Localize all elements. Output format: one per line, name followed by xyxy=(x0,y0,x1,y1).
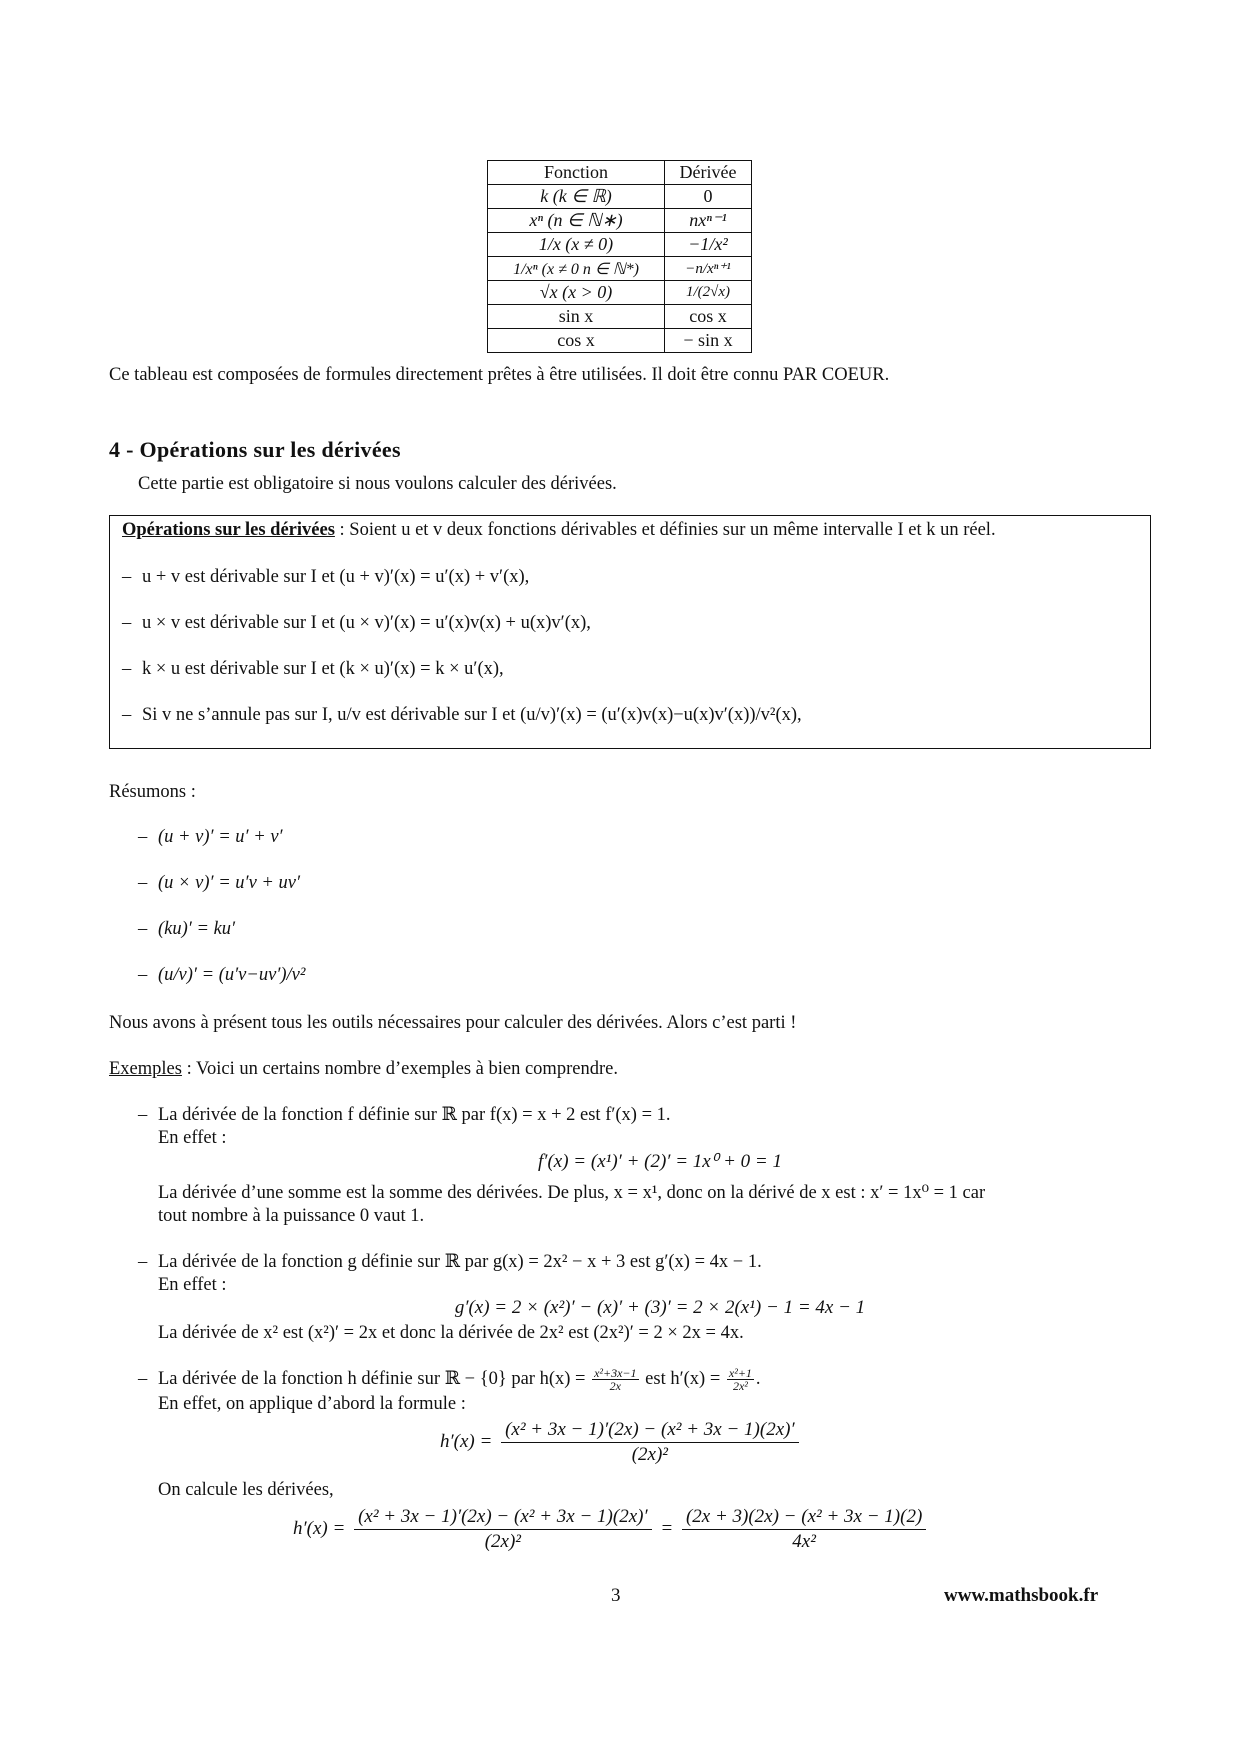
box-item: Si v ne s’annule pas sur I, u/v est dérivable sur I et (u/v)′(x) = (u′(x)v(x)−u(x)v′(x))/v²(x), xyxy=(142,705,802,725)
table-cell: 0 xyxy=(665,185,752,209)
table-row xyxy=(488,281,752,305)
list-item: – (u/v)′ = (u′v−uv′)/v² xyxy=(138,965,306,985)
list-item: – u + v est dérivable sur I et (u + v)′(x) = u′(x) + v′(x), xyxy=(122,567,530,587)
formula-lhs: h′(x) = xyxy=(440,1430,493,1452)
table-cell: xⁿ (n ∈ ℕ∗) xyxy=(488,209,665,233)
example2-effet: En effet : xyxy=(158,1275,227,1295)
example2-comment: La dérivée de x² est (x²)′ = 2x et donc la dérivée de 2x² est (2x²)′ = 2 × 2x = 4x. xyxy=(158,1323,744,1343)
example2-line: La dérivée de la fonction g définie sur ℝ par g(x) = 2x² − x + 3 est g′(x) = 4x − 1. xyxy=(158,1252,762,1272)
box-item: u × v est dérivable sur I et (u × v)′(x) = u′(x)v(x) + u(x)v′(x), xyxy=(142,613,591,633)
list-item: – (u × v)′ = u′v + uv′ xyxy=(138,873,301,893)
table-cell: − sin x xyxy=(665,329,752,353)
box-item: k × u est dérivable sur I et (k × u)′(x) = k × u′(x), xyxy=(142,659,504,679)
exemples-label: Exemples xyxy=(109,1059,182,1079)
formula-fraction: $\frac{\text{(2x + 3)(2x) − (x² + 3x − 1)(2)}}{\text{4x²}}$ xyxy=(682,1505,926,1554)
table-cell: 1/xⁿ (x ≠ 0 n ∈ ℕ*) xyxy=(488,257,665,281)
table-row xyxy=(488,329,752,353)
exemples-line xyxy=(109,1058,618,1080)
example3-line: est h′(x) = xyxy=(645,1368,721,1389)
formula-fraction: $\frac{\text{(x² + 3x − 1)′(2x) − (x² + 3x − 1)(2x)′}}{\text{(2x)²}}$ xyxy=(354,1505,652,1554)
table-cell: √x (x > 0) xyxy=(488,281,665,305)
list-item: – (ku)′ = ku′ xyxy=(138,919,236,939)
table-row xyxy=(488,185,752,209)
table-row xyxy=(488,209,752,233)
resume-item: (u + v)′ = u′ + v′ xyxy=(158,827,283,847)
example3-line: La dérivée de la fonction h définie sur ℝ − {0} par h(x) = xyxy=(158,1368,586,1389)
exemples-rest: : Voici un certains nombre d’exemples à bien comprendre. xyxy=(181,1059,618,1079)
example3-effet: En effet, on applique d’abord la formule : xyxy=(158,1394,466,1414)
box-heading-line xyxy=(122,519,996,541)
box-item: u + v est dérivable sur I et (u + v)′(x) = u′(x) + v′(x), xyxy=(142,567,530,587)
table-cell: sin x xyxy=(488,305,665,329)
table-cell: 1/(2√x) xyxy=(665,281,752,305)
table-note: Ce tableau est composées de formules directement prêtes à être utilisées. Il doit être connu PAR COEUR. xyxy=(109,365,890,385)
box-heading: Opérations sur les dérivées xyxy=(122,520,335,540)
page-number: 3 xyxy=(611,1585,621,1606)
list-item: – La dérivée de la fonction h définie sur ℝ − {0} par h(x) = $\frac{\text{x²+3x−1}}{2x}$ est h′(x) = $\frac{\text{x²+1}}{\text{2x²}}$ . xyxy=(138,1366,761,1393)
example3-calc: On calcule les dérivées, xyxy=(158,1480,334,1500)
table-cell: nxⁿ⁻¹ xyxy=(665,209,752,233)
table-header-cell: Fonction xyxy=(488,161,665,185)
resume-item: (u/v)′ = (u′v−uv′)/v² xyxy=(158,965,306,985)
example2-formula: g′(x) = 2 × (x²)′ − (x)′ + (3)′ = 2 × 2(x¹) − 1 = 4x − 1 xyxy=(454,1297,866,1318)
list-item: – La dérivée de la fonction g définie sur ℝ par g(x) = 2x² − x + 3 est g′(x) = 4x − 1. xyxy=(138,1252,762,1272)
list-item: – u × v est dérivable sur I et (u × v)′(x) = u′(x)v(x) + u(x)v′(x), xyxy=(122,613,591,633)
section-title: 4 - Opérations sur les dérivées xyxy=(109,437,401,462)
example3-fraction: $\frac{\text{x²+3x−1}}{2x}$ xyxy=(594,1366,637,1393)
example1-comment: La dérivée d’une somme est la somme des dérivées. De plus, x = x¹, donc on la dérivé de x est : x′ = 1x⁰ = 1 car xyxy=(158,1183,986,1203)
example3-formula: h′(x) = $\frac{\text{(x² + 3x − 1)′(2x) − (x² + 3x − 1)(2x)′}}{\text{(2x)²}}$ = $\frac{\text{(2x + 3)(2x) − (x² + 3x − 1)(2)}}{\text{4x²}}$ xyxy=(293,1505,930,1554)
table-cell: 1/x (x ≠ 0) xyxy=(488,233,665,257)
section-intro: Cette partie est obligatoire si nous voulons calculer des dérivées. xyxy=(138,474,617,494)
table-row xyxy=(488,305,752,329)
example1-comment: tout nombre à la puissance 0 vaut 1. xyxy=(158,1206,425,1226)
example1-formula: f′(x) = (x¹)′ + (2)′ = 1x⁰ + 0 = 1 xyxy=(538,1151,782,1172)
list-item: – k × u est dérivable sur I et (k × u)′(x) = k × u′(x), xyxy=(122,659,504,679)
list-item: – La dérivée de la fonction f définie sur ℝ par f(x) = x + 2 est f′(x) = 1. xyxy=(138,1105,671,1125)
table-cell: cos x xyxy=(665,305,752,329)
formula-fraction: $\frac{\text{(x² + 3x − 1)′(2x) − (x² + 3x − 1)(2x)′}}{\text{(2x)²}}$ xyxy=(501,1418,799,1467)
table-cell: cos x xyxy=(488,329,665,353)
resume-item: (ku)′ = ku′ xyxy=(158,919,236,939)
table-row xyxy=(488,233,752,257)
example1-effet: En effet : xyxy=(158,1128,227,1148)
table-header-row xyxy=(488,161,752,185)
resume-item: (u × v)′ = u′v + uv′ xyxy=(158,873,301,893)
list-item: – (u + v)′ = u′ + v′ xyxy=(138,827,283,847)
list-item: – Si v ne s’annule pas sur I, u/v est dérivable sur I et (u/v)′(x) = (u′(x)v(x)−u(x)v′(x))/v²(x), xyxy=(122,705,802,725)
table-header-cell: Dérivée xyxy=(665,161,752,185)
table-cell: −n/xⁿ⁺¹ xyxy=(665,257,752,281)
table-cell: −1/x² xyxy=(665,233,752,257)
derivatives-table xyxy=(487,160,752,353)
table-cell: k (k ∈ ℝ) xyxy=(488,185,665,209)
site-url: www.mathsbook.fr xyxy=(944,1585,1099,1606)
formula-lhs: h′(x) = xyxy=(293,1517,346,1539)
example3-fraction: $\frac{\text{x²+1}}{\text{2x²}}$ xyxy=(728,1366,752,1393)
operations-box xyxy=(109,515,1151,749)
box-heading-rest: : Soient u et v deux fonctions dérivables et définies sur un même intervalle I et k un réel. xyxy=(334,520,996,540)
resume-label: Résumons : xyxy=(109,782,196,802)
example1-line: La dérivée de la fonction f définie sur ℝ par f(x) = x + 2 est f′(x) = 1. xyxy=(158,1105,671,1125)
outils-paragraph: Nous avons à présent tous les outils nécessaires pour calculer des dérivées. Alors c’est parti ! xyxy=(109,1013,797,1033)
table-row xyxy=(488,257,752,281)
example3-formula xyxy=(440,1418,803,1467)
